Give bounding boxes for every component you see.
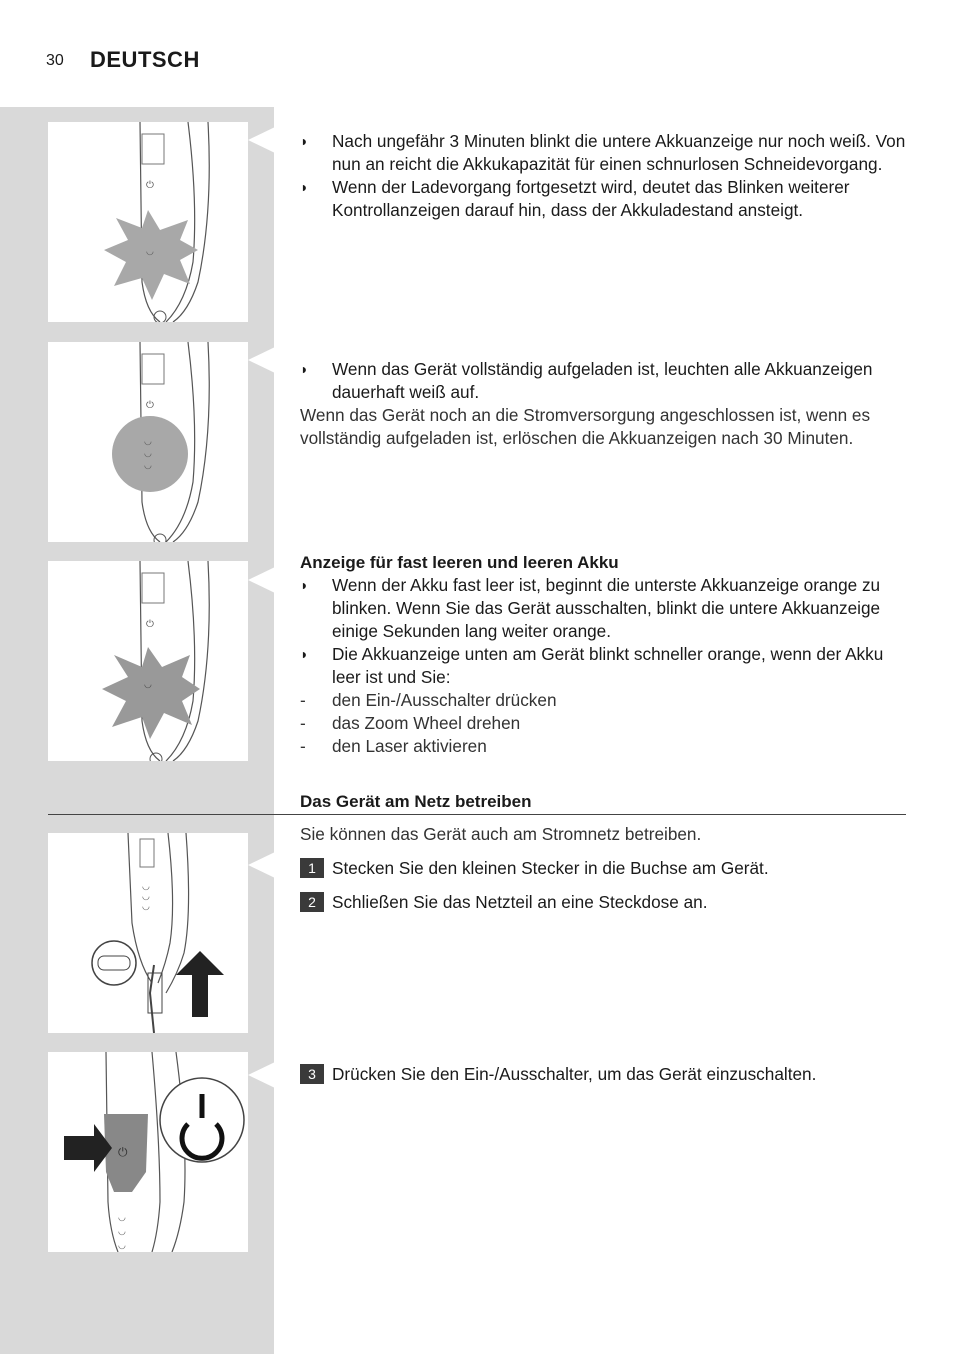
list-item: - den Laser aktivieren	[300, 736, 487, 756]
svg-text:⏻: ⏻	[146, 400, 154, 411]
svg-text:◡: ◡	[118, 1226, 126, 1236]
svg-text:◡: ◡	[118, 1212, 126, 1222]
pointer-arrow	[248, 1060, 276, 1090]
figure-fully-charged	[48, 342, 248, 542]
svg-text:◡: ◡	[144, 460, 152, 470]
step-number-badge: 3	[300, 1064, 324, 1084]
list-item: ◗ Wenn der Akku fast leer ist, beginnt die unterste Akkuanzeige orange zu blinken. Wenn Sie das Gerät ausschalten, blinkt die untere Akkuanzeige einige Sekunden lang weiter orange.	[300, 575, 881, 641]
svg-text:◡: ◡	[142, 901, 150, 911]
step-item: 3 Drücken Sie den Ein-/Ausschalter, um das Gerät einzuschalten.	[300, 1063, 906, 1086]
section-heading: Das Gerät am Netz betreiben	[300, 792, 532, 811]
svg-text:◡: ◡	[144, 448, 152, 458]
section-fully-charged-text	[300, 358, 906, 450]
pointer-arrow	[248, 125, 276, 155]
list-item: - das Zoom Wheel drehen	[300, 713, 521, 733]
section-heading: Anzeige für fast leeren und leeren Akku	[300, 553, 619, 572]
figure-plug-connect	[48, 833, 248, 1033]
page-title: DEUTSCH	[90, 47, 200, 72]
bullet-icon: ◗	[300, 577, 309, 593]
list-item: ◗ Nach ungefähr 3 Minuten blinkt die untere Akkuanzeige nur noch weiß. Von nun an reicht die Akkukapazität für einen schnurlosen Schneidevorgang.	[300, 131, 906, 174]
list-item: ◗ Wenn das Gerät vollständig aufgeladen ist, leuchten alle Akkuanzeigen dauerhaft weiß auf.	[300, 359, 873, 402]
step-item: 2 Schließen Sie das Netzteil an eine Steckdose an.	[300, 891, 906, 914]
note-text: Wenn das Gerät noch an die Stromversorgung angeschlossen ist, wenn es vollständig aufgeladen ist, erlöschen die Akkuanzeigen nach 30 Minuten.	[300, 405, 871, 448]
intro-text: Sie können das Gerät auch am Stromnetz betreiben.	[300, 824, 702, 844]
list-item: ◗ Die Akkuanzeige unten am Gerät blinkt schneller orange, wenn der Akku leer ist und Sie:	[300, 644, 884, 687]
svg-text:◡: ◡	[144, 436, 152, 446]
step-number-badge: 2	[300, 892, 324, 912]
figure-low-battery	[48, 561, 248, 761]
section-charging-text	[300, 130, 906, 222]
figure-power-on	[48, 1052, 248, 1252]
svg-text:⏻: ⏻	[118, 1145, 128, 1159]
section-low-battery-text	[300, 551, 906, 758]
svg-text:◡: ◡	[142, 881, 150, 891]
bullet-icon: ◗	[300, 179, 309, 195]
bullet-icon: ◗	[300, 646, 309, 662]
svg-text:◡: ◡	[144, 679, 152, 689]
step-number-badge: 1	[300, 858, 324, 878]
svg-text:◡: ◡	[142, 891, 150, 901]
bullet-icon: ◗	[300, 133, 309, 149]
page-number: 30	[46, 52, 64, 69]
svg-text:⏻: ⏻	[146, 180, 154, 191]
section-divider	[48, 814, 906, 815]
bullet-icon: ◗	[300, 361, 309, 377]
list-item: ◗ Wenn der Ladevorgang fortgesetzt wird, deutet das Blinken weiterer Kontrollanzeigen darauf hin, dass der Akkuladestand ansteigt.	[300, 177, 850, 220]
step-item: 1 Stecken Sie den kleinen Stecker in die Buchse am Gerät.	[300, 857, 906, 880]
pointer-arrow	[248, 345, 276, 375]
list-item: - den Ein-/Ausschalter drücken	[300, 690, 557, 710]
svg-text:◡: ◡	[118, 1240, 126, 1250]
svg-text:⏻: ⏻	[146, 619, 154, 630]
figure-charging-blink	[48, 122, 248, 322]
pointer-arrow	[248, 565, 276, 595]
pointer-arrow	[248, 850, 276, 880]
svg-text:◡: ◡	[146, 246, 154, 256]
